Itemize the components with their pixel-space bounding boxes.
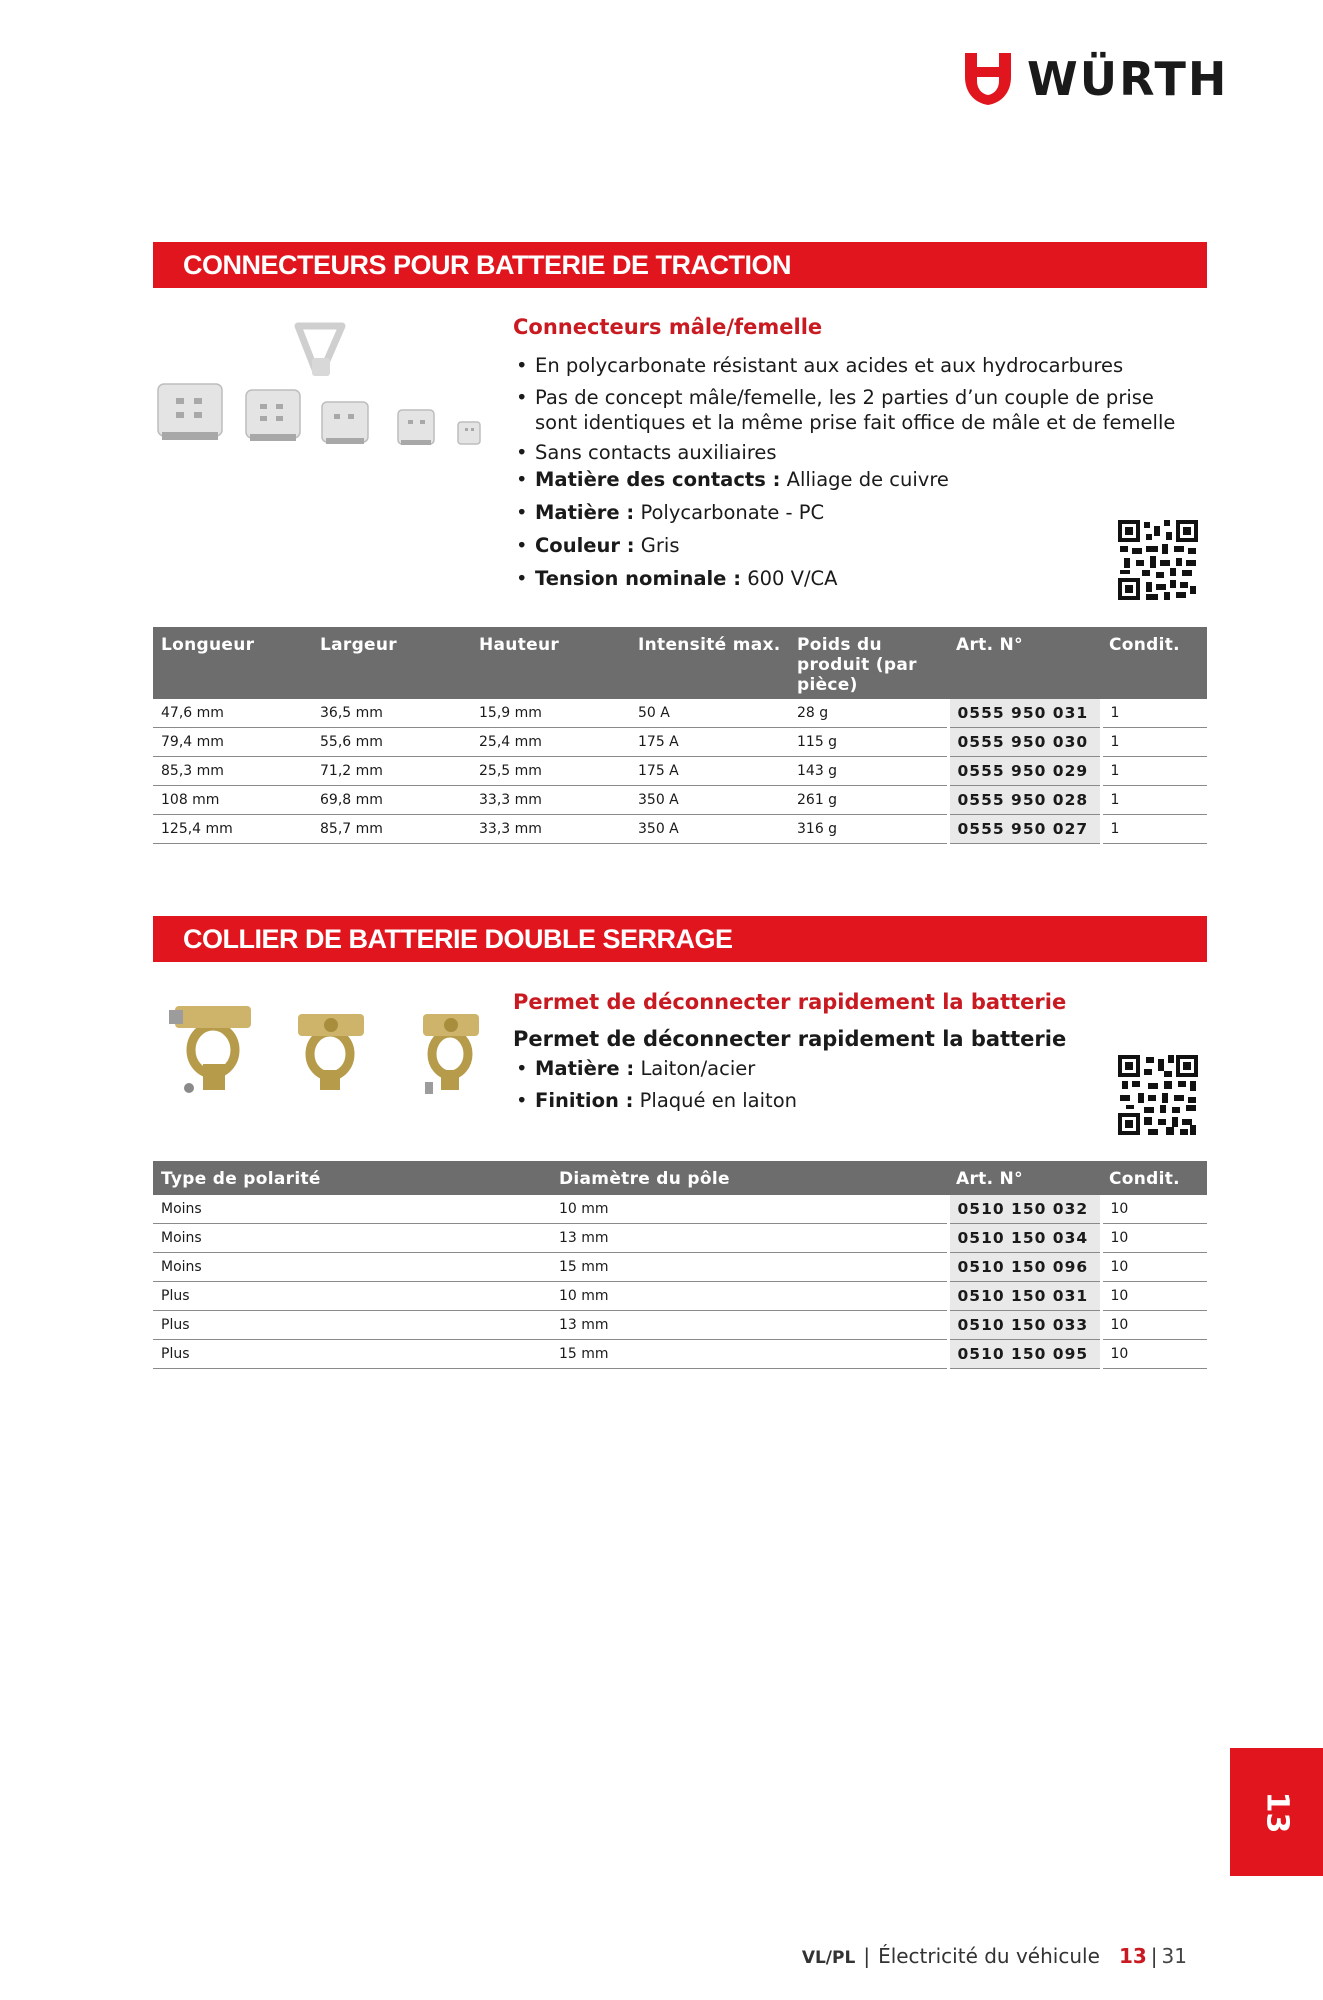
table-row bbox=[153, 786, 1207, 815]
cell: 125,4 mm bbox=[153, 815, 312, 844]
cell: 1 bbox=[1101, 786, 1207, 815]
footer-category: VL/PL bbox=[801, 1948, 856, 1968]
clamp-icon bbox=[298, 1014, 364, 1090]
cell: 1 bbox=[1101, 757, 1207, 786]
table-row bbox=[153, 1195, 1207, 1224]
cell: 10 bbox=[1101, 1195, 1207, 1224]
col-header: Condit. bbox=[1101, 627, 1207, 699]
cell: 33,3 mm bbox=[471, 786, 630, 815]
feature-item: • Matière : Laiton/acier bbox=[513, 1056, 1073, 1081]
wurth-logo-icon bbox=[963, 51, 1013, 107]
section-title-traction: CONNECTEURS POUR BATTERIE DE TRACTION bbox=[153, 242, 1207, 288]
cell: 1 bbox=[1101, 699, 1207, 728]
chapter-tab[interactable] bbox=[1230, 1748, 1323, 1876]
battery-clamps-image bbox=[155, 990, 495, 1100]
cell: 85,3 mm bbox=[153, 757, 312, 786]
section2-subtitle-secondary: Permet de déconnecter rapidement la batterie bbox=[513, 1027, 1067, 1051]
footer-page-number: 31 bbox=[1161, 1944, 1187, 1968]
cell: Plus bbox=[153, 1282, 551, 1311]
cell: 13 mm bbox=[551, 1311, 948, 1340]
section1-features bbox=[513, 353, 1193, 598]
cell: 69,8 mm bbox=[312, 786, 471, 815]
article-number[interactable]: 0510 150 032 bbox=[948, 1195, 1101, 1224]
article-number[interactable]: 0555 950 027 bbox=[948, 815, 1101, 844]
cell: 175 A bbox=[630, 728, 789, 757]
feature-item: • Couleur : Gris bbox=[513, 533, 1193, 558]
cell: 13 mm bbox=[551, 1224, 948, 1253]
cell: 10 bbox=[1101, 1253, 1207, 1282]
cell: 47,6 mm bbox=[153, 699, 312, 728]
page-footer: VL/PL | Électricité du véhicule 13 | 31 bbox=[801, 1944, 1187, 1968]
col-header: Art. N° bbox=[948, 1161, 1101, 1195]
table-row bbox=[153, 1311, 1207, 1340]
section2-features bbox=[513, 1056, 1073, 1120]
table-row bbox=[153, 815, 1207, 844]
footer-section: Électricité du véhicule bbox=[878, 1944, 1100, 1968]
brand-name: WÜRTH bbox=[1027, 52, 1229, 106]
feature-item: • Sans contacts auxiliaires bbox=[513, 440, 1193, 465]
cell: 10 mm bbox=[551, 1282, 948, 1311]
cell: 115 g bbox=[789, 728, 948, 757]
handle-icon bbox=[298, 326, 342, 376]
article-number[interactable]: 0510 150 031 bbox=[948, 1282, 1101, 1311]
col-header: Type de polarité bbox=[153, 1161, 551, 1195]
cell: Moins bbox=[153, 1195, 551, 1224]
cell: 85,7 mm bbox=[312, 815, 471, 844]
footer-chapter: 13 bbox=[1118, 1944, 1147, 1968]
article-number[interactable]: 0555 950 030 bbox=[948, 728, 1101, 757]
cell: 143 g bbox=[789, 757, 948, 786]
cell: 55,6 mm bbox=[312, 728, 471, 757]
traction-connectors-image bbox=[150, 310, 500, 460]
cell: 10 bbox=[1101, 1224, 1207, 1253]
article-number[interactable]: 0555 950 029 bbox=[948, 757, 1101, 786]
cell: 350 A bbox=[630, 815, 789, 844]
cell: 79,4 mm bbox=[153, 728, 312, 757]
clamp-icon bbox=[423, 1014, 479, 1094]
feature-item: • Tension nominale : 600 V/CA bbox=[513, 566, 1193, 591]
battery-clamps-table bbox=[153, 1161, 1207, 1369]
cell: 71,2 mm bbox=[312, 757, 471, 786]
col-header: Condit. bbox=[1101, 1161, 1207, 1195]
article-number[interactable]: 0510 150 034 bbox=[948, 1224, 1101, 1253]
qr-code-icon[interactable] bbox=[1118, 1055, 1198, 1135]
qr-code-icon[interactable] bbox=[1118, 520, 1198, 600]
col-header: Intensité max. bbox=[630, 627, 789, 699]
cell: 25,4 mm bbox=[471, 728, 630, 757]
table-row bbox=[153, 699, 1207, 728]
feature-item: • Matière des contacts : Alliage de cuivre bbox=[513, 467, 1193, 492]
cell: 10 mm bbox=[551, 1195, 948, 1224]
table-row bbox=[153, 1340, 1207, 1369]
article-number[interactable]: 0555 950 031 bbox=[948, 699, 1101, 728]
cell: Moins bbox=[153, 1253, 551, 1282]
feature-item: • En polycarbonate résistant aux acides et aux hydrocarbures bbox=[513, 353, 1193, 378]
chapter-tab-number: 13 bbox=[1259, 1791, 1294, 1833]
col-header: Largeur bbox=[312, 627, 471, 699]
cell: 10 bbox=[1101, 1340, 1207, 1369]
cell: 15 mm bbox=[551, 1340, 948, 1369]
cell: 15 mm bbox=[551, 1253, 948, 1282]
cell: 1 bbox=[1101, 815, 1207, 844]
cell: 33,3 mm bbox=[471, 815, 630, 844]
article-number[interactable]: 0510 150 033 bbox=[948, 1311, 1101, 1340]
cell: 1 bbox=[1101, 728, 1207, 757]
col-header: Diamètre du pôle bbox=[551, 1161, 948, 1195]
col-header: Poids du produit (par pièce) bbox=[789, 627, 948, 699]
article-number[interactable]: 0510 150 095 bbox=[948, 1340, 1101, 1369]
cell: 28 g bbox=[789, 699, 948, 728]
feature-item: • Pas de concept mâle/femelle, les 2 parties d’un couple de prise sont identiques et la même prise fait office de mâle et de femelle bbox=[513, 385, 1193, 435]
cell: Plus bbox=[153, 1311, 551, 1340]
cell: 50 A bbox=[630, 699, 789, 728]
cell: 261 g bbox=[789, 786, 948, 815]
brand-logo bbox=[963, 50, 1228, 108]
cell: 10 bbox=[1101, 1311, 1207, 1340]
section1-subtitle: Connecteurs mâle/femelle bbox=[513, 315, 823, 339]
table-row bbox=[153, 728, 1207, 757]
cell: 36,5 mm bbox=[312, 699, 471, 728]
table-row bbox=[153, 757, 1207, 786]
clamp-icon bbox=[169, 1006, 251, 1093]
section-title-battery-clamp: COLLIER DE BATTERIE DOUBLE SERRAGE bbox=[153, 916, 1207, 962]
traction-connectors-table bbox=[153, 627, 1207, 844]
article-number[interactable]: 0555 950 028 bbox=[948, 786, 1101, 815]
col-header: Longueur bbox=[153, 627, 312, 699]
cell: 25,5 mm bbox=[471, 757, 630, 786]
section2-subtitle: Permet de déconnecter rapidement la batterie bbox=[513, 990, 1067, 1014]
col-header: Hauteur bbox=[471, 627, 630, 699]
article-number[interactable]: 0510 150 096 bbox=[948, 1253, 1101, 1282]
cell: 15,9 mm bbox=[471, 699, 630, 728]
cell: Moins bbox=[153, 1224, 551, 1253]
feature-item: • Finition : Plaqué en laiton bbox=[513, 1088, 1073, 1113]
cell: 108 mm bbox=[153, 786, 312, 815]
table-row bbox=[153, 1282, 1207, 1311]
cell: 175 A bbox=[630, 757, 789, 786]
feature-item: • Matière : Polycarbonate - PC bbox=[513, 500, 1193, 525]
table-row bbox=[153, 1253, 1207, 1282]
cell: Plus bbox=[153, 1340, 551, 1369]
cell: 350 A bbox=[630, 786, 789, 815]
table-row bbox=[153, 1224, 1207, 1253]
col-header: Art. N° bbox=[948, 627, 1101, 699]
cell: 10 bbox=[1101, 1282, 1207, 1311]
cell: 316 g bbox=[789, 815, 948, 844]
